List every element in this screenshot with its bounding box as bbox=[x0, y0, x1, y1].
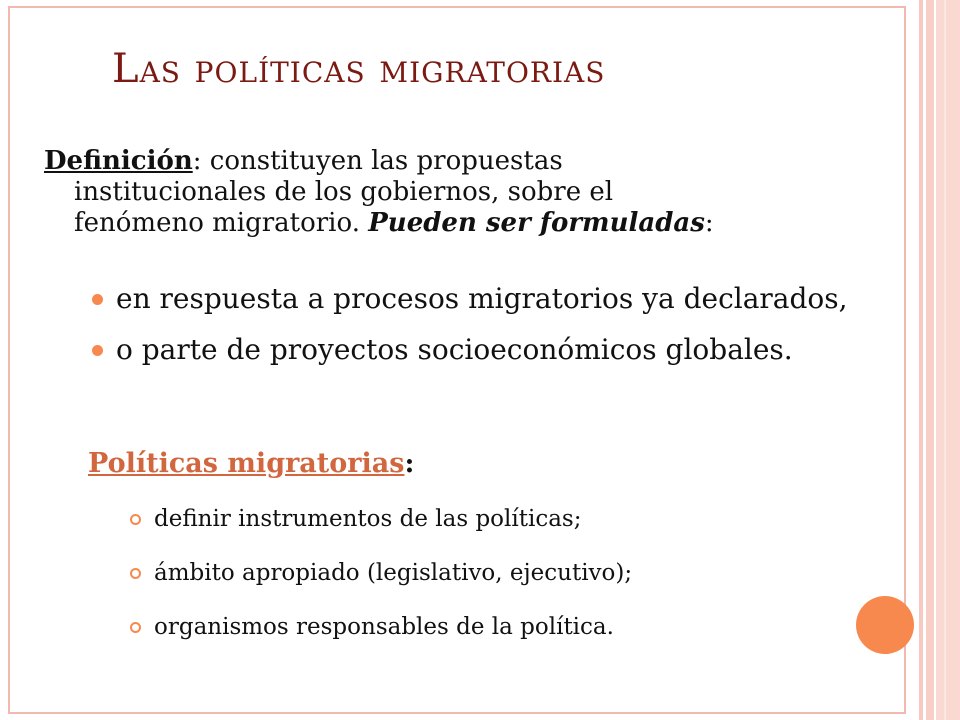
side-stripe bbox=[944, 0, 946, 720]
list-item bbox=[128, 558, 632, 612]
ring-bullet-icon bbox=[130, 514, 141, 525]
bullet-icon bbox=[92, 345, 103, 356]
definition-text-3: fenómeno migratorio. bbox=[74, 208, 369, 238]
definition-line-1 bbox=[44, 146, 884, 177]
list-item bbox=[128, 612, 632, 666]
definition-colon: : bbox=[192, 146, 202, 176]
definition-end: : bbox=[704, 208, 714, 238]
definition-text-2: institucionales de los gobiernos, sobre el bbox=[74, 177, 614, 207]
definition-text-1: constituyen las propuestas bbox=[201, 146, 563, 176]
side-stripe bbox=[919, 0, 923, 720]
sub-bullet-list bbox=[128, 504, 632, 666]
subheading bbox=[88, 448, 414, 479]
sub-bullet-text: ámbito apropiado (legislativo, ejecutivo); bbox=[154, 560, 633, 586]
definition-emphasis: Pueden ser formuladas bbox=[368, 208, 705, 238]
ring-bullet-icon bbox=[130, 622, 141, 633]
bullet-list bbox=[88, 282, 908, 384]
definition-term: Definición bbox=[44, 146, 193, 176]
list-item bbox=[88, 282, 908, 315]
list-item bbox=[88, 333, 908, 366]
definition-paragraph bbox=[44, 146, 884, 239]
decorative-circle bbox=[856, 596, 914, 654]
ring-bullet-icon bbox=[130, 568, 141, 579]
side-stripe bbox=[936, 0, 960, 720]
bullet-icon bbox=[92, 294, 103, 305]
bullet-text: o parte de proyectos socioeconómicos globales. bbox=[116, 333, 793, 366]
side-stripe bbox=[926, 0, 934, 720]
slide-title: Las políticas migratorias bbox=[112, 46, 606, 92]
list-item bbox=[128, 504, 632, 558]
subheading-colon: : bbox=[404, 448, 415, 479]
bullet-text: en respuesta a procesos migratorios ya declarados, bbox=[116, 282, 848, 315]
politicas-migratorias-link[interactable]: Políticas migratorias bbox=[88, 448, 405, 479]
definition-line-3 bbox=[44, 208, 884, 239]
sub-bullet-text: definir instrumentos de las políticas; bbox=[154, 506, 582, 532]
sub-bullet-text: organismos responsables de la política. bbox=[154, 614, 614, 640]
